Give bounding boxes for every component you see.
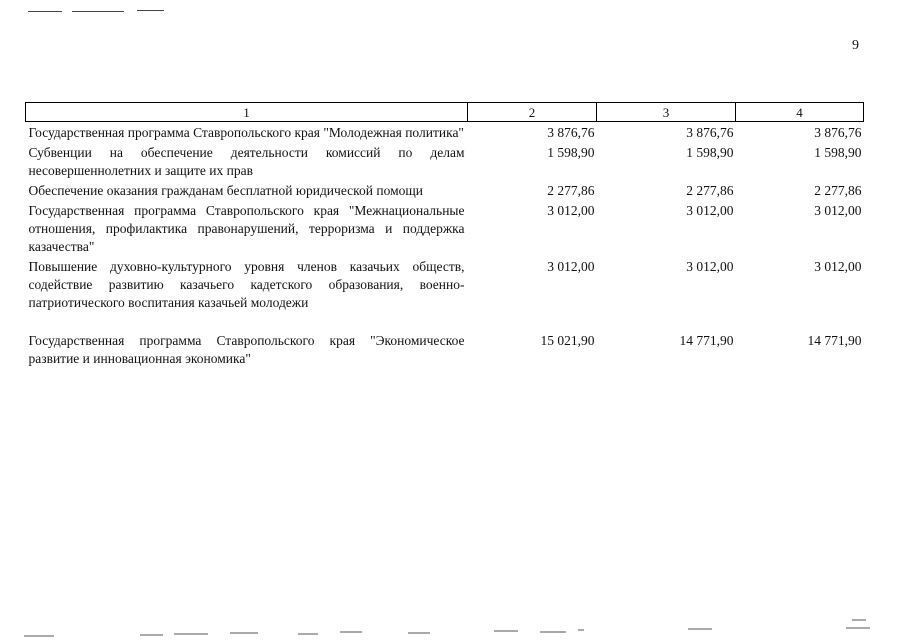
row-value: 3 876,76 [686,125,734,140]
row-value: 2 277,86 [814,183,862,198]
row-name: Государственная программа Ставропольского края "Молодежная политика" [28,125,464,140]
row-value: 3 012,00 [814,259,862,274]
column-header: 4 [736,103,864,122]
column-header: 1 [26,103,468,122]
row-value: 1 598,90 [547,145,595,160]
row-value: 3 012,00 [686,259,734,274]
column-header: 3 [597,103,736,122]
row-name: Субвенции на обеспечение деятельности комиссий по делам несовершеннолетних и защите их прав [28,145,465,178]
row-value: 1 598,90 [686,145,734,160]
row-value: 3 876,76 [814,125,862,140]
row-value: 1 598,90 [814,145,862,160]
row-value: 3 012,00 [547,203,595,218]
row-value: 3 876,76 [547,125,595,140]
row-value: 15 021,90 [540,333,595,348]
row-value: 3 012,00 [686,203,734,218]
row-value: 14 771,90 [807,333,862,348]
row-name: Государственная программа Ставропольского края "Межнациональные отношения, профилактика правонарушений, терроризма и поддержка казачества" [28,203,465,254]
row-name: Государственная программа Ставропольского края "Экономическое развитие и инновационная экономика" [28,333,465,366]
row-value: 2 277,86 [686,183,734,198]
row-value: 3 012,00 [547,259,595,274]
column-header: 2 [468,103,597,122]
row-value: 2 277,86 [547,183,595,198]
row-name: Обеспечение оказания гражданам бесплатной юридической помощи [28,183,423,198]
row-name: Повышение духовно-культурного уровня членов казачьих обществ, содействие развитию казачьего кадетского образования, военно-патриотического воспитания казачьей молодежи [28,259,465,310]
row-value: 14 771,90 [679,333,734,348]
row-value: 3 012,00 [814,203,862,218]
page-number: 9 [852,38,859,53]
